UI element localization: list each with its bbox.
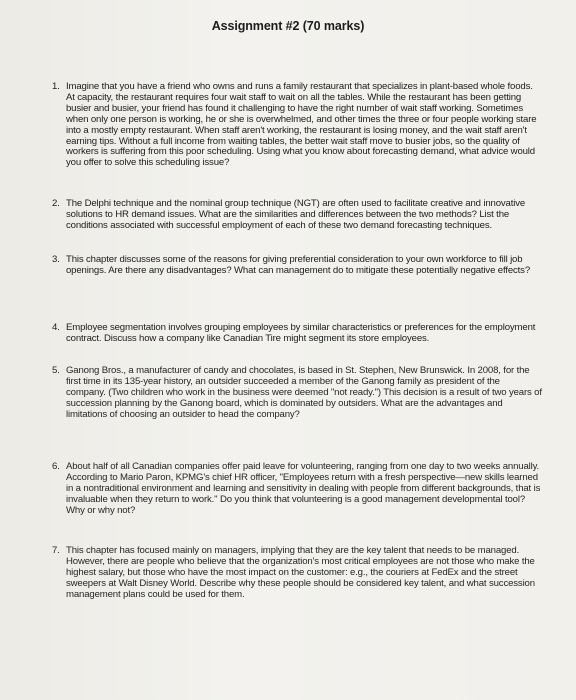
question-7 xyxy=(52,546,542,601)
question-4 xyxy=(52,323,542,345)
question-text: Imagine that you have a friend who owns and runs a family restaurant that specializes in plant-based whole foods. At capacity, the restaurant requires four wait staff to wait on all the tables. While the restaurant has been getting busier and busier, your friend has found it challenging to have the right number of wait staff working. Sometimes when only one person is working, he or she is overwhelmed, and other times the three or four people working stare into a mostly empty restaurant. When staff aren't working, the restaurant is losing money, and the wait staff aren't earning tips. Without a full income from waiting tables, the better wait staff move to busier jobs, so the quality of workers is suffering from this poor scheduling. Using what you know about forecasting demand, what advice would you offer to solve this scheduling issue? xyxy=(66,81,537,169)
question-1 xyxy=(52,82,542,169)
question-number: 2. xyxy=(52,198,60,209)
question-number: 3. xyxy=(52,254,60,265)
question-3 xyxy=(52,255,542,277)
question-text: Ganong Bros., a manufacturer of candy and chocolates, is based in St. Stephen, New Brunswick. In 2008, for the first time in its 135-year history, an outsider succeeded a member of the Ganong family as president of the company. (Two children who work in the business were deemed "not ready.") This decision is a result of two years of succession planning by the Ganong board, which is dominated by outsiders. What are the advantages and limitations of choosing an outsider to head the company? xyxy=(66,365,542,420)
question-text: The Delphi technique and the nominal group technique (NGT) are often used to facilitate creative and innovative solutions to HR demand issues. What are the similarities and differences between the two methods? List the conditions associated with successful employment of each of these two demand forecasting techniques. xyxy=(66,198,526,231)
question-text: Employee segmentation involves grouping employees by similar characteristics or preferences for the employment contract. Discuss how a company like Canadian Tire might segment its store employees. xyxy=(66,322,536,344)
question-number: 7. xyxy=(52,545,60,556)
question-text: This chapter has focused mainly on managers, implying that they are the key talent that needs to be managed. However, there are people who believe that the organization's most critical employees are not those who make the highest salary, but those who have the most impact on the customer: e.g., the couriers at FedEx and the street sweepers at Walt Disney World. Describe why these people should be considered key talent, and what succession management plans could be used for them. xyxy=(66,545,535,600)
question-text: About half of all Canadian companies offer paid leave for volunteering, ranging from one day to two weeks annually. According to Mario Paron, KPMG's chief HR officer, "Employees return with a fresh perspective—new skills learned in a nontraditional environment and learning and sensitivity in dealing with people from different backgrounds, that is invaluable when they return to work." Do you think that volunteering is a good management developmental tool? Why or why not? xyxy=(66,461,541,516)
question-number: 5. xyxy=(52,365,60,376)
question-text: This chapter discusses some of the reasons for giving preferential consideration to your own workforce to fill job openings. Are there any disadvantages? What can management do to mitigate these potentially negative effects? xyxy=(66,254,531,276)
question-6 xyxy=(52,462,542,517)
question-number: 1. xyxy=(52,81,60,92)
question-2 xyxy=(52,199,542,232)
question-number: 4. xyxy=(52,322,60,333)
question-5 xyxy=(52,366,542,421)
question-number: 6. xyxy=(52,461,60,472)
page-title: Assignment #2 (70 marks) xyxy=(211,19,365,33)
